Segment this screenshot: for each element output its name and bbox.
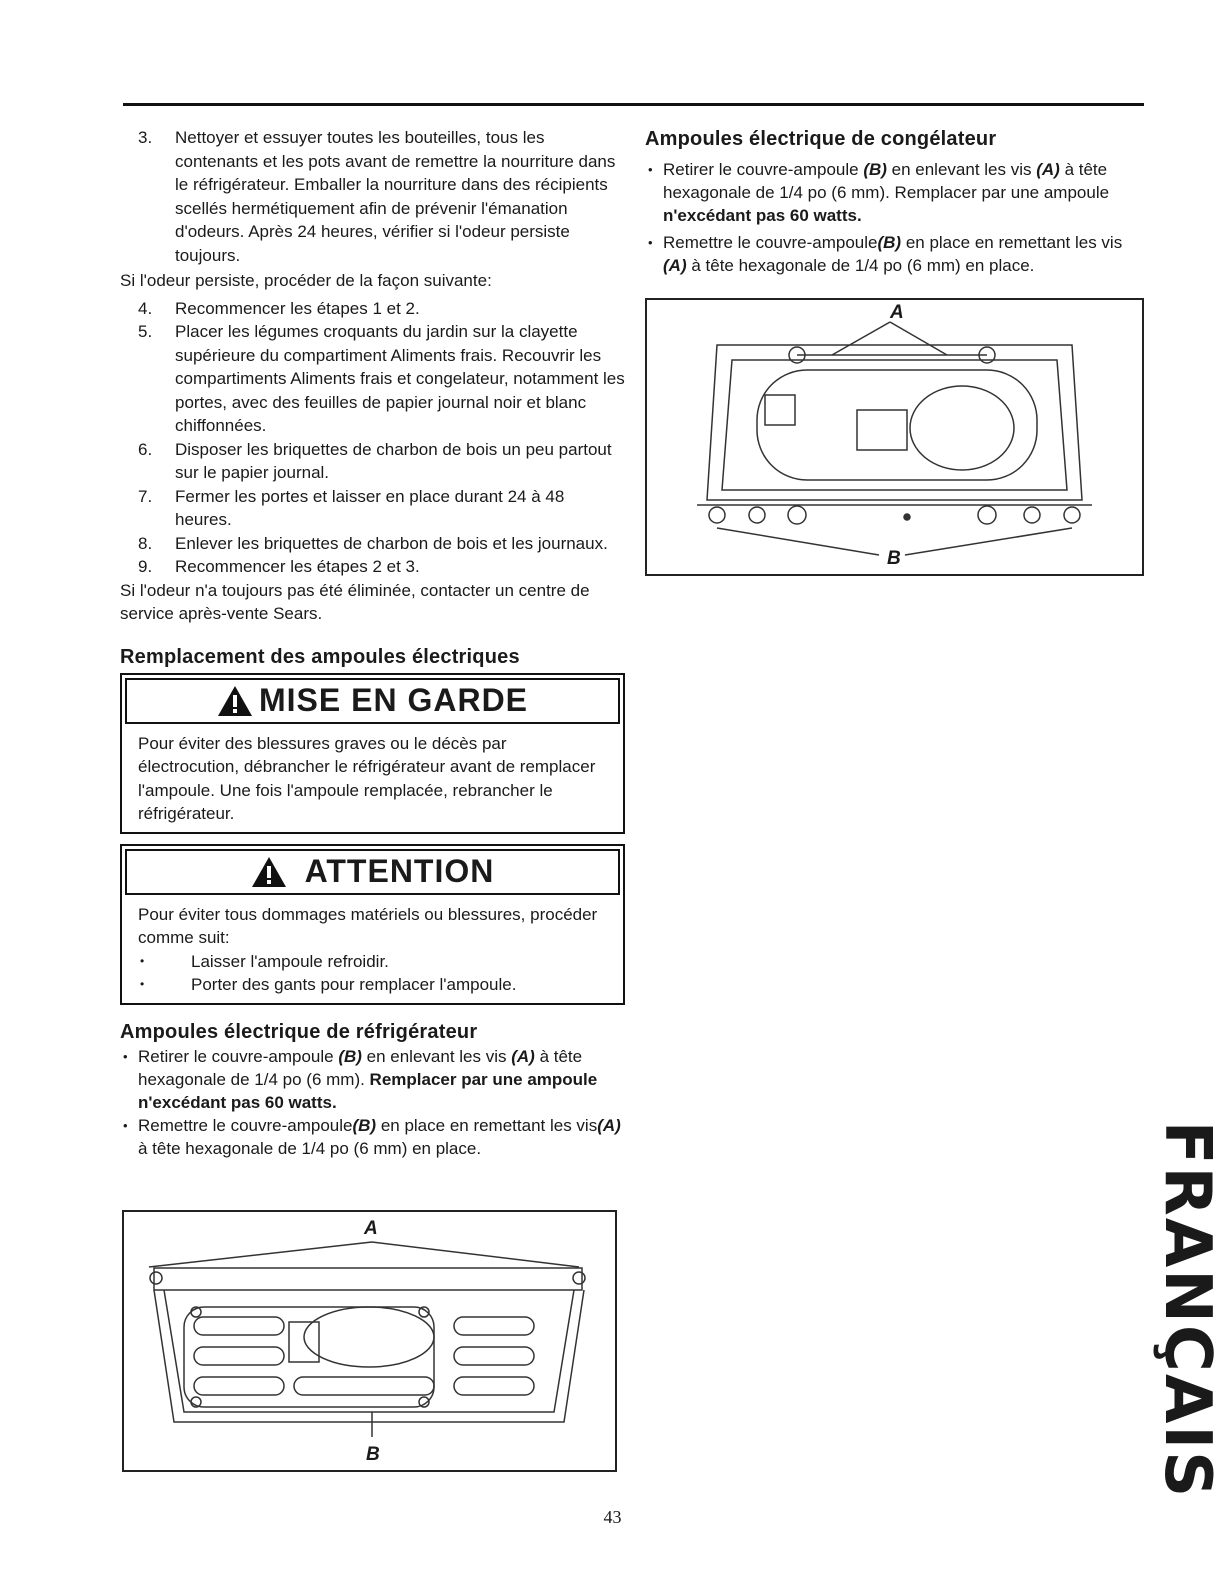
language-side-tab: FRANÇAIS bbox=[1150, 1120, 1224, 1500]
fig-label-a: A bbox=[364, 1218, 378, 1239]
right-column bbox=[645, 126, 1145, 277]
steps-list-b bbox=[120, 297, 625, 579]
attention-title-bar bbox=[125, 849, 620, 895]
steps-list-a bbox=[120, 126, 625, 267]
fig-label-b: B bbox=[887, 548, 901, 569]
attention-intro: Pour éviter tous dommages matériels ou blessures, procéder comme suit: bbox=[138, 904, 598, 947]
intro-persist: Si l'odeur persiste, procéder de la façon suivante: bbox=[120, 271, 492, 290]
step-3: 3. Nettoyer et essuyer toutes les bouteilles, tous les contenants et les pots avant de remettre la nourriture dans le réfrigérateur. Emballer la nourriture dans des récipients scellés hermétiquement afin de prévenir l'émanation d'odeurs. Après 24 heures, vérifier si l'odeur persiste toujours. bbox=[138, 128, 616, 265]
freezer-light-figure bbox=[645, 298, 1144, 576]
step-item: 9. Recommencer les étapes 2 et 3. bbox=[138, 557, 420, 576]
heading-fridge-bulbs: Ampoules électrique de réfrigérateur bbox=[120, 1020, 478, 1043]
fig-label-a: A bbox=[890, 302, 904, 323]
fridge-light-illustration bbox=[124, 1212, 615, 1470]
fridge-light-figure bbox=[122, 1210, 617, 1472]
freezer-bullet-1: • Retirer le couvre-ampoule (B) en enlevant les vis (A) à tête hexagonale de 1/4 po (6 mm). Remplacer par une ampoule n'excédant pas 60 watts. bbox=[645, 158, 1145, 227]
warning-body: Pour éviter des blessures graves ou le décès par électrocution, débrancher le réfrigérateur avant de remplacer l'ampoule. Une fois l'ampoule remplacée, rebrancher le réfrigérateur. bbox=[138, 733, 596, 823]
caution-icon bbox=[251, 856, 287, 888]
fig-label-b: B bbox=[366, 1444, 380, 1465]
fridge-bullet-2: • Remettre le couvre-ampoule(B) en place en remettant les vis(A) à tête hexagonale de 1/4 po (6 mm) en place. bbox=[120, 1114, 625, 1160]
freezer-bullet-2: • Remettre le couvre-ampoule(B) en place en remettant les vis (A) à tête hexagonale de 1/4 po (6 mm) en place. bbox=[645, 231, 1145, 277]
attention-item: • Laisser l'ampoule refroidir. bbox=[138, 950, 607, 974]
freezer-light-illustration bbox=[647, 300, 1142, 574]
fridge-bullet-1: • Retirer le couvre-ampoule (B) en enlevant les vis (A) à tête hexagonale de 1/4 po (6 mm). Remplacer par une ampoule n'excédant pas 60 watts. bbox=[120, 1045, 625, 1114]
closing-text: Si l'odeur n'a toujours pas été éliminée, contacter un centre de service après-vente Sears. bbox=[120, 580, 590, 623]
heading-freezer-bulbs: Ampoules électrique de congélateur bbox=[645, 128, 997, 150]
step-item: 7. Fermer les portes et laisser en place durant 24 à 48 heures. bbox=[138, 486, 565, 529]
freezer-bullets bbox=[645, 158, 1145, 277]
attention-list bbox=[138, 950, 607, 997]
step-item: 6. Disposer les briquettes de charbon de bois un peu partout sur le papier journal. bbox=[138, 439, 612, 482]
warning-title-bar bbox=[125, 678, 620, 724]
step-item: 5. Placer les légumes croquants du jardin sur la clayette supérieure du compartiment Aliments frais. Recouvrir les compartiments Aliments frais et congelateur, notamment les portes, avec des feuilles de papier journal noir et blanc chiffonnées. bbox=[138, 322, 625, 435]
step-item: 4. Recommencer les étapes 1 et 2. bbox=[138, 298, 420, 318]
attention-title: ATTENTION bbox=[304, 853, 495, 889]
warning-title: MISE EN GARDE bbox=[258, 682, 529, 718]
left-column bbox=[120, 126, 625, 1160]
attention-item: • Porter des gants pour remplacer l'ampoule. bbox=[138, 973, 607, 997]
warning-icon bbox=[217, 685, 253, 717]
step-item: 8. Enlever les briquettes de charbon de bois et les journaux. bbox=[138, 533, 608, 553]
attention-body bbox=[122, 895, 623, 1003]
fridge-bullets bbox=[120, 1045, 625, 1160]
top-rule bbox=[123, 103, 1144, 106]
attention-box bbox=[120, 844, 625, 1005]
warning-box bbox=[120, 673, 625, 834]
page-number: 43 bbox=[603, 1507, 622, 1527]
heading-replace-bulbs: Remplacement des ampoules électriques bbox=[120, 645, 520, 668]
